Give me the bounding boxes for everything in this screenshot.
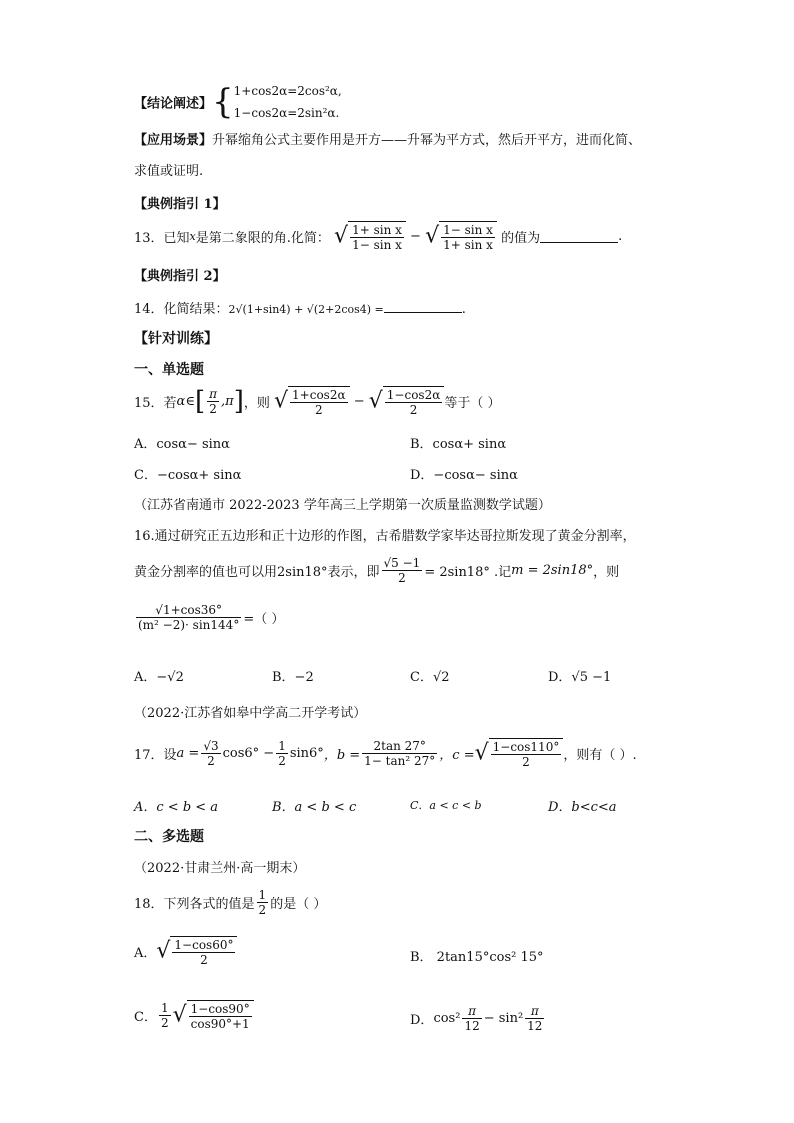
source-16: （江苏省南通市 2022-2023 学年高三上学期第一次质量监测数学试题） — [134, 498, 551, 513]
option-16-A[interactable]: A．−√2 — [134, 670, 184, 685]
option-17-C[interactable]: C．a < c < b — [410, 799, 482, 812]
source-17: （2022·江苏省如皋中学高二开学考试） — [134, 706, 367, 721]
conclusion-label: 【结论阐述】 — [134, 96, 213, 112]
example2-label: 【典例指引 2】 — [134, 269, 226, 284]
option-15-C[interactable]: C．−cosα+ sinα — [134, 468, 242, 483]
conclusion-block — [134, 80, 342, 124]
section-multi-choice: 二、多选题 — [134, 829, 204, 845]
application-line1 — [134, 129, 641, 148]
conclusion-line1: 1+cos2α=2cos²α, — [233, 84, 342, 98]
question-17: 17．设a = $\frac{√3}{2}$ cos6° − $\frac{1}{2}$ sin6°，b = $\frac{2\tan 27^\circ}{\text{1− tan² 27°}}$ ，c =√ $\frac{1-\cos 110^\circ}{2}$ ，则有（ ）. — [134, 739, 637, 769]
question-14: 14．化简结果：2√(1+sin4) + √(2+2cos4) = . — [134, 302, 466, 317]
option-18-D[interactable]: D．cos² $\frac{\pi}{12}$ − sin² $\frac{\pi}{12}$ — [410, 1004, 543, 1033]
option-15-A[interactable]: A．cosα− sinα — [134, 437, 230, 452]
option-15-D[interactable]: D．−cosα− sinα — [410, 468, 518, 483]
question-16-line1: 16.通过研究正五边形和正十边形的作图，古希腊数学家毕达哥拉斯发现了黄金分割率， — [134, 529, 636, 544]
application-text1: 升幂缩角公式主要作用是开方——升幂为平方式，然后开平方，进而化简、 — [212, 133, 642, 148]
example1-label: 【典例指引 1】 — [134, 197, 226, 212]
option-17-B[interactable]: B．a < b < c — [272, 800, 357, 815]
question-18: 18．下列各式的值是 $\frac{1}{2}$ 的是（ ） — [134, 888, 327, 917]
option-17-D[interactable]: D．b<c<a — [548, 800, 617, 815]
option-17-A[interactable]: A．c < b < a — [134, 800, 219, 815]
option-15-B[interactable]: B．cosα+ sinα — [410, 437, 507, 452]
option-18-B[interactable]: B． 2tan15°cos² 15° — [410, 950, 544, 965]
application-text2: 求值或证明. — [134, 164, 204, 179]
section-single-choice: 一、单选题 — [134, 362, 204, 378]
question-16-line2: 黄金分割率的值也可以用2sin18°表示，即 $\frac{√5 -1}{2}$ = 2sin18° .记m = 2sin18°，则 — [134, 556, 620, 585]
option-16-D[interactable]: D．√5 −1 — [548, 670, 612, 685]
training-label: 【针对训练】 — [134, 331, 218, 347]
sqrt-frac-2: √ $\frac{\text{1− sin x}}{\text{1+ sin x}}$ — [425, 221, 497, 252]
source-18: （2022·甘肃兰州·高一期末） — [134, 861, 306, 876]
question-16-expr: $\frac{√1+\cos 36^\circ}{\text{(m² −2)· sin144°}}$ =（ ） — [138, 603, 285, 632]
question-15: 15．若α∈[ $\frac{\pi}{2}$ ,π]，则 √ $\frac{1+\cos 2\alpha}{2}$ − √ $\frac{1-\cos 2\alpha}{2}$ 等于（ ） — [134, 386, 501, 417]
sqrt-frac-1: √ $\frac{\text{1+ sin x}}{\text{1− sin x}}$ — [334, 221, 406, 252]
question-13: 13．已知x是第二象限的角.化简： √ $\frac{\text{1+ sin x}}{\text{1− sin x}}$ − √ $\frac{\text{1− sin x}}{\text{1+ sin x}}$ 的值为 . — [134, 223, 623, 252]
option-18-A[interactable]: A．√ $\frac{1-\cos 60^\circ}{2}$ — [134, 936, 237, 967]
brace: { — [212, 82, 234, 122]
conclusion-line2: 1−cos2α=2sin²α. — [233, 106, 340, 120]
option-16-B[interactable]: B．−2 — [272, 670, 314, 685]
option-18-C[interactable]: C． $\frac{1}{2}$ √ $\frac{1-\cos 90^\circ}{\cos 90^\circ+1}$ — [134, 1000, 254, 1031]
answer-blank-14[interactable] — [384, 301, 462, 313]
answer-blank-13[interactable] — [540, 231, 618, 243]
application-label: 【应用场景】 — [134, 133, 213, 148]
option-16-C[interactable]: C．√2 — [410, 670, 450, 685]
